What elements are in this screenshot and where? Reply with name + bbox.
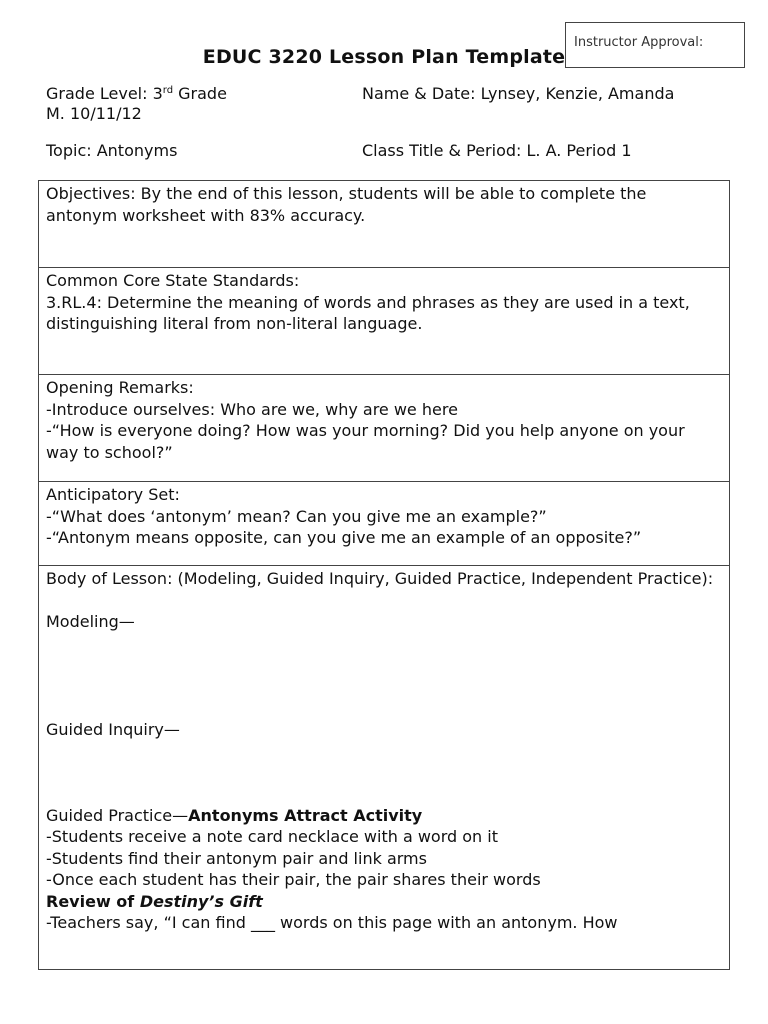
class-title-period: Class Title & Period: L. A. Period 1 <box>362 141 632 160</box>
spacer <box>46 590 722 612</box>
anticipatory-set-row <box>39 482 730 566</box>
standards-heading: Common Core State Standards: <box>46 271 300 290</box>
standards-cell <box>39 268 730 375</box>
grade-level <box>46 84 227 104</box>
review-heading <box>46 891 722 913</box>
name-date-line1: Name & Date: Lynsey, Kenzie, Amanda <box>362 84 675 103</box>
grade-level-suffix: Grade <box>173 84 227 103</box>
lesson-plan-table <box>38 180 730 970</box>
guided-practice-line: -Students receive a note card necklace with a word on it <box>46 827 498 846</box>
guided-practice-heading <box>46 805 722 827</box>
instructor-approval-label: Instructor Approval: <box>574 35 704 50</box>
guided-practice-activity: Antonyms Attract Activity <box>188 805 423 825</box>
page-title: EDUC 3220 Lesson Plan Template <box>202 46 566 68</box>
spacer <box>46 676 722 698</box>
opening-remarks-line: -Introduce ourselves: Who are we, why are we here <box>46 399 458 419</box>
anticipatory-set-heading: Anticipatory Set: <box>46 485 180 504</box>
grade-level-ordinal: rd <box>162 85 174 96</box>
review-book-title: Destiny’s Gift <box>139 891 263 911</box>
guided-practice-line: -Once each student has their pair, the pair shares their words <box>46 870 541 889</box>
spacer <box>46 633 722 655</box>
body-of-lesson-heading: Body of Lesson: (Modeling, Guided Inquiry, Guided Practice, Independent Practice): <box>46 569 714 588</box>
guided-practice-label: Guided Practice— <box>46 805 189 825</box>
spacer <box>46 697 722 719</box>
opening-remarks-cell <box>39 375 730 482</box>
opening-remarks-line: -“How is everyone doing? How was your morning? Did you help anyone on your way to school?” <box>46 421 685 462</box>
objectives-row <box>39 181 730 268</box>
spacer <box>46 762 722 784</box>
modeling-label: Modeling— <box>46 612 135 631</box>
body-of-lesson-cell <box>39 566 730 970</box>
spacer <box>46 783 722 805</box>
topic: Topic: Antonyms <box>46 141 178 160</box>
anticipatory-set-line: -“What does ‘antonym’ mean? Can you give me an example?” <box>46 506 547 526</box>
teachers-say-line: -Teachers say, “I can find ___ words on this page with an antonym. How <box>46 913 618 932</box>
opening-remarks-heading: Opening Remarks: <box>46 378 194 397</box>
standards-text: 3.RL.4: Determine the meaning of words and phrases as they are used in a text, distinguishing literal from non-literal language. <box>46 292 690 333</box>
grade-level-prefix: Grade Level: 3 <box>46 84 163 103</box>
standards-row <box>39 268 730 375</box>
guided-practice-line: -Students find their antonym pair and link arms <box>46 848 427 868</box>
anticipatory-set-line: -“Antonym means opposite, can you give me an example of an opposite?” <box>46 528 642 547</box>
spacer <box>46 654 722 676</box>
name-date-line2: M. 10/11/12 <box>46 104 142 123</box>
objectives-cell <box>39 181 730 268</box>
review-label: Review of <box>46 891 140 911</box>
anticipatory-set-cell <box>39 482 730 566</box>
objectives-text: Objectives: By the end of this lesson, students will be able to complete the antonym worksheet with 83% accuracy. <box>46 184 647 225</box>
opening-remarks-row <box>39 375 730 482</box>
body-of-lesson-row <box>39 566 730 970</box>
spacer <box>46 740 722 762</box>
guided-inquiry-label: Guided Inquiry— <box>46 719 180 739</box>
